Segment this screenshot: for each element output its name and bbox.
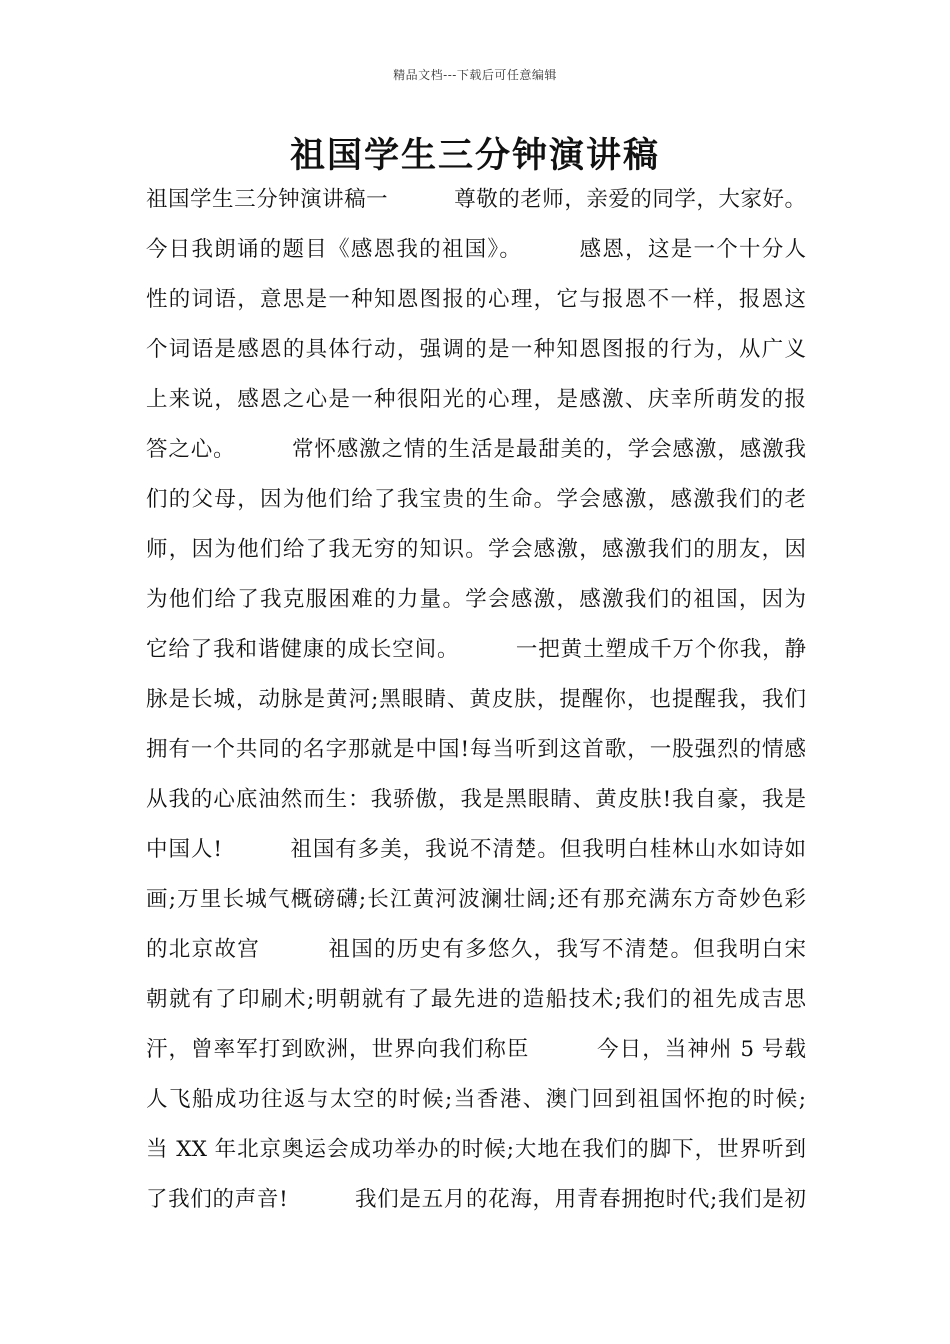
text-line: 为他们给了我克服困难的力量。学会感激，感激我们的祖国，因为 [146, 587, 806, 612]
text-line: 们的父母，因为他们给了我宝贵的生命。学会感激，感激我们的老 [146, 487, 806, 512]
text-line: 脉是长城，动脉是黄河;黑眼睛、黄皮肤，提醒你，也提醒我，我们 [146, 687, 806, 712]
document-title: 祖国学生三分钟演讲稿 [289, 136, 660, 176]
text-line: 今日我朗诵的题目《感恩我的祖国》。 感恩，这是一个十分人 [146, 237, 806, 262]
text-line: 朝就有了印刷术;明朝就有了最先进的造船技术;我们的祖先成吉思 [146, 987, 806, 1012]
text-line: 祖国学生三分钟演讲稿一 尊敬的老师，亲爱的同学，大家好。 [146, 187, 806, 212]
text-line: 个词语是感恩的具体行动，强调的是一种知恩图报的行为，从广义 [146, 337, 806, 362]
text-line: 当 XX 年北京奥运会成功举办的时候;大地在我们的脚下，世界听到 [146, 1137, 806, 1162]
text-line: 中国人! 祖国有多美，我说不清楚。但我明白桂林山水如诗如 [146, 837, 806, 862]
text-line: 性的词语，意思是一种知恩图报的心理，它与报恩不一样，报恩这 [146, 287, 806, 312]
page-header: 精品文档---下载后可任意编辑 [393, 68, 557, 82]
text-line: 拥有一个共同的名字那就是中国!每当听到这首歌，一股强烈的情感 [146, 737, 806, 762]
text-line: 画;万里长城气概磅礴;长江黄河波澜壮阔;还有那充满东方奇妙色彩 [146, 887, 806, 912]
text-line: 的北京故宫 祖国的历史有多悠久，我写不清楚。但我明白宋 [146, 937, 806, 962]
text-line: 上来说，感恩之心是一种很阳光的心理，是感激、庆幸所萌发的报 [146, 387, 806, 412]
text-line: 从我的心底油然而生：我骄傲，我是黑眼睛、黄皮肤!我自豪，我是 [146, 787, 806, 812]
text-line: 汗，曾率军打到欧洲，世界向我们称臣 今日，当神州 5 号载 [146, 1037, 806, 1062]
text-line: 它给了我和谐健康的成长空间。 一把黄土塑成千万个你我，静 [146, 637, 806, 662]
text-line: 师，因为他们给了我无穷的知识。学会感激，感激我们的朋友，因 [146, 537, 806, 562]
text-line: 人飞船成功往返与太空的时候;当香港、澳门回到祖国怀抱的时候; [146, 1087, 806, 1112]
text-line: 答之心。 常怀感激之情的生活是最甜美的，学会感激，感激我 [146, 437, 806, 462]
text-line: 了我们的声音! 我们是五月的花海，用青春拥抱时代;我们是初 [146, 1187, 806, 1212]
body-text [146, 178, 806, 1228]
